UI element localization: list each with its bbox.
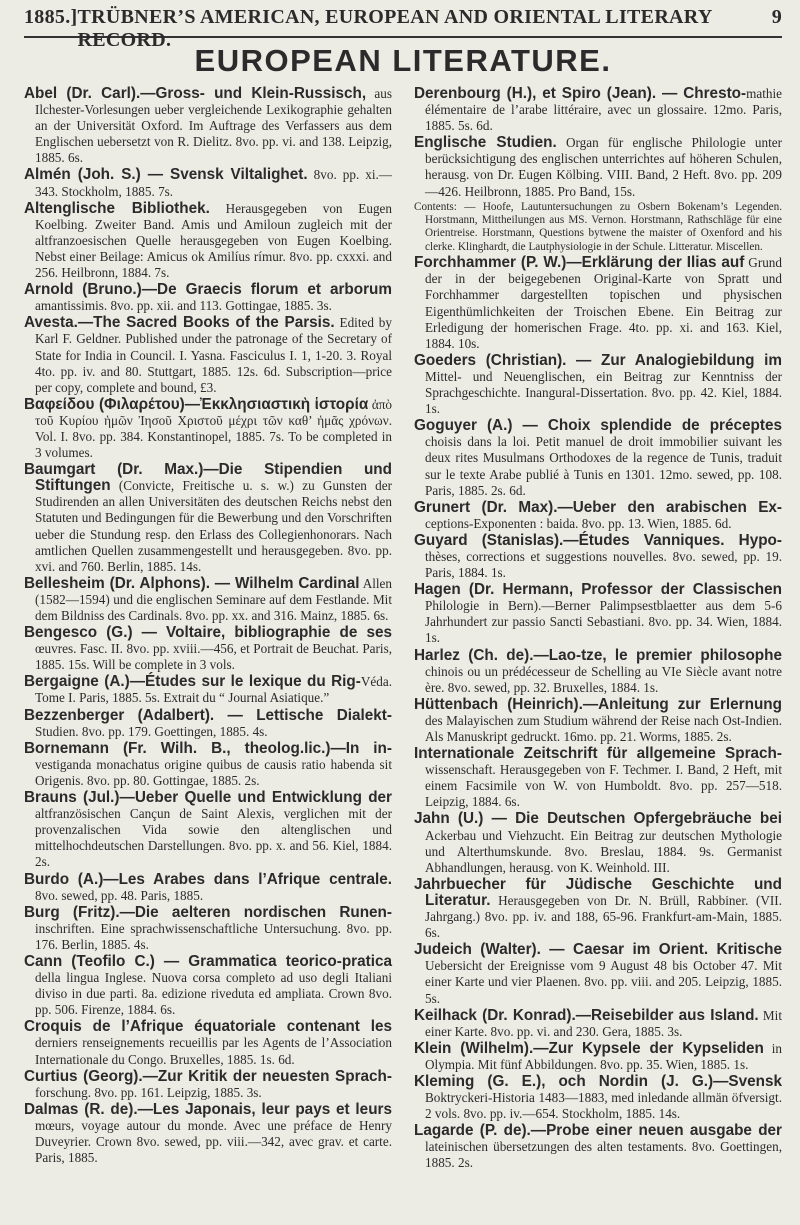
catalogue-entry — [414, 746, 782, 810]
entry-heading: Arnold (Bruno.)—De Graecis florum et arborum — [24, 281, 392, 299]
entry-heading: Forchhammer (P. W.)—Erklärung der Ilias auf — [414, 254, 745, 272]
entry-heading: Bellesheim (Dr. Alphons). — Wilhelm Cardinal — [24, 574, 360, 592]
entry-body: Philologie in Bern).—Berner Palimpsestblaetter aus dem 5-6 Jahrhundert zur passio Sancti Sebastiani. 8vo. pp. 34. Wien, 1884. 1s. — [425, 598, 782, 646]
running-head — [24, 6, 782, 51]
catalogue-entry — [414, 942, 782, 1006]
entry-heading: Hüttenbach (Heinrich).—Anleitung zur Erlernung — [414, 695, 782, 713]
entry-heading: Englische Studien. — [414, 134, 557, 152]
entry-body: in Olympia. Mit fünf Abbildungen. 8vo. pp. 35. Wien, 1885. 1s. — [425, 1040, 782, 1072]
entry-heading: Harlez (Ch. de).—Lao-tze, le premier philosophe — [414, 646, 782, 664]
entry-heading: Guyard (Stanislas).—Études Vanniques. Hypo- — [414, 531, 782, 549]
entry-body: Véda. Tome I. Paris, 1885. 5s. Extrait du “ Journal Asiatique.” — [35, 674, 392, 706]
entry-body: aus Ilchester-Vorlesungen ueber vergleichende Lexikographie gehalten an der Universität Oxford. Im Auftrage des Verfassers aus dem Englischen uebersetzt von R. Dielitz. 8vo. pp. vi. and 138. Leipzig, 1885. 6s. — [35, 86, 392, 166]
entry-body: Edited by Karl F. Geldner. Published under the patronage of the Secretary of State for India in Council. I. Yasna. Fasciculus I. 1, 1-20. 3. Royal 4to. pp. iv. and 80. Stuttgart, 1885. 12s. 6d. Subscription—price per copy, complete and bound, £3. — [35, 315, 392, 395]
entry-heading: Almén (Joh. S.) — Svensk Viltalighet. — [24, 166, 308, 184]
entry-body: forschung. 8vo. pp. 161. Leipzig, 1885. 3s. — [35, 1084, 262, 1100]
entry-heading: Croquis de l’Afrique équatoriale contenant les — [24, 1018, 392, 1036]
catalogue-entry — [414, 86, 782, 134]
catalogue-entry — [24, 708, 392, 740]
entry-body: ἀπὸ τοῦ Κυρίου ἡμῶν Ἰησοῦ Χριστοῦ μέχρι τῶν καθ’ ἡμᾶς χρόνων. Vol. I. 8vo. pp. 384. Konstantinopel, 1885. 7s. To be completed in 3 volumes. — [35, 396, 392, 461]
entry-heading: Goeders (Christian). — Zur Analogiebildung im — [414, 351, 782, 369]
catalogue-entry — [24, 282, 392, 314]
catalogue-entry — [414, 877, 782, 941]
entry-heading: Internationale Zeitschrift für allgemeine Sprach- — [414, 745, 782, 763]
catalogue-entry — [414, 201, 782, 255]
catalogue-entry — [24, 905, 392, 953]
catalogue-entry — [414, 135, 782, 199]
catalogue-entry — [414, 697, 782, 745]
entry-body: amantissimis. 8vo. pp. xii. and 113. Gottingae, 1885. 3s. — [35, 298, 332, 314]
entry-heading: Burdo (A.)—Les Arabes dans l’Afrique centrale. — [24, 870, 392, 888]
catalogue-entry — [24, 462, 392, 575]
catalogue-entry — [414, 582, 782, 646]
catalogue-entry — [24, 167, 392, 199]
catalogue-entry — [414, 353, 782, 417]
entry-heading: Altenglische Bibliothek. — [24, 199, 210, 217]
catalogue-entry — [24, 625, 392, 673]
catalogue-entry — [24, 1102, 392, 1166]
left-column — [24, 86, 392, 1173]
catalogue-entry — [24, 674, 392, 706]
catalogue-entry — [24, 1019, 392, 1067]
catalogue-entry — [24, 201, 392, 281]
entry-heading: Curtius (Georg).—Zur Kritik der neuesten Sprach- — [24, 1067, 392, 1085]
entry-heading: Burg (Fritz).—Die aelteren nordischen Runen- — [24, 903, 392, 921]
entry-body: Herausgegeben von Dr. N. Brüll, Rabbiner. (VII. Jahrgang.) 8vo. pp. iv. and 188, 65-96. Frankfurt-am-Main, 1885. 6s. — [425, 892, 782, 941]
entry-heading: Hagen (Dr. Hermann, Professor der Classischen — [414, 581, 782, 599]
catalogue-entry — [24, 576, 392, 624]
entry-heading: Judeich (Walter). — Caesar im Orient. Kritische — [414, 941, 782, 959]
entry-body: 8vo. pp. xi.—343. Stockholm, 1885. 7s. — [35, 167, 392, 199]
entry-heading: Baumgart (Dr. Max.)—Die Stipendien und Stiftungen — [24, 461, 392, 495]
entry-body: (Convicte, Freitische u. s. w.) zu Gunsten der Studirenden an allen Universitäten des deutschen Reichs nebst den Statuten und Bedingungen für die Bewerbung und den Vorschriften ueber die Stundung resp. den Erlass des Collegienhonorars. Nach amtlichen Quellen zusammengestellt und herausgegeben. 8vo. pp. xvi. and 760. Berlin, 1885. 14s. — [35, 478, 392, 574]
entry-heading: Avesta.—The Sacred Books of the Parsis. — [24, 314, 335, 332]
entry-body: della lingua Inglese. Nuova corsa completo ad uso degli Italiani diviso in due parti. 8a. edizione riveduta ed ampliata. Crown 8vo. pp. 506. Firenze, 1884. 6s. — [35, 970, 392, 1018]
entry-heading: Lagarde (P. de).—Probe einer neuen ausgabe der — [414, 1122, 782, 1140]
entry-heading: Cann (Teofilo C.) — Grammatica teorico-pratica — [24, 952, 392, 970]
catalogue-entry — [414, 500, 782, 532]
entry-body: derniers renseignements recueillis par les Agents de l’Association Internationale du Congo. Bruxelles, 1885. 1s. 6d. — [35, 1035, 392, 1067]
entry-heading: Dalmas (R. de).—Les Japonais, leur pays et leurs — [24, 1100, 392, 1118]
entry-body: vestiganda monachatus origine quibus de causis ratio habenda sit Origenis. 8vo. pp. 80. Gottingae, 1885. 2s. — [35, 756, 392, 788]
catalogue-entry — [414, 811, 782, 875]
section-title: EUROPEAN LITERATURE. — [194, 43, 612, 78]
catalogue-entry — [414, 418, 782, 498]
entry-body: Organ für englische Philologie unter berücksichtigung des englischen unterrichtes auf höheren Schulen, herausg. von Dr. Eugen Kölbing. VIII. Band, 2 Heft. 8vo. pp. 209—426. Heilbronn, 1885. Pro Band, 15s. — [425, 135, 783, 199]
entry-body: Ackerbau und Viehzucht. Ein Beitrag zur deutschen Mythologie und Alterthumskunde. 8vo. Breslau, 1884. 9s. Germanist Abhandlungen, herausg. von K. Weinhold. III. — [425, 827, 782, 875]
catalogue-entry — [24, 741, 392, 789]
catalogue-entry — [414, 1008, 782, 1040]
entry-body: Mit einer Karte. 8vo. pp. vi. and 230. Gera, 1885. 3s. — [425, 1007, 782, 1039]
entry-heading: Bornemann (Fr. Wilh. B., theolog.lic.)—In in- — [24, 739, 392, 757]
entry-heading: Keilhack (Dr. Konrad).—Reisebilder aus Island. — [414, 1006, 759, 1024]
catalogue-entry — [24, 954, 392, 1018]
entry-heading: Jahrbuecher für Jüdische Geschichte und Literatur. — [414, 875, 782, 909]
catalogue-entry — [414, 1041, 782, 1073]
entry-body: mathie élémentaire de l’arabe littéraire, avec un glossaire. 12mo. Paris, 1885. 5s. 6d. — [425, 86, 782, 134]
entry-heading: Kleming (G. E.), och Nordin (J. G.)—Svensk — [414, 1072, 782, 1090]
entry-body: altfranzösischen Cançun de Saint Alexis, verglichen mit der provenzalischen Vida sowie den altenglischen und mittelhochdeutschen Darstellungen. 8vo. pp. x. and 56. Kiel, 1884. 2s. — [35, 806, 392, 870]
columns — [24, 86, 782, 1173]
entry-body: Mittel- und Neuenglischen, ein Beitrag zur Kenntniss der Sprachgeschichte. Inangural-Dissertation. 8vo. pp. 42. Kiel, 1884. 1s. — [425, 368, 782, 417]
entry-heading: Derenbourg (H.), et Spiro (Jean). — Chresto- — [414, 85, 747, 102]
journal-title: TRÜBNER’S AMERICAN, EUROPEAN AND ORIENTAL LITERARY RECORD. — [77, 6, 712, 51]
entry-body: œuvres. Fasc. II. 8vo. pp. xviii.—456, et Portrait de Beuchat. Paris, 1885. 15s. Will be complete in 3 vols. — [35, 641, 392, 673]
entry-body: des Malayischen zum Studium während der Reise nach Ost-Indien. Als Manuskript gedruckt. 16mo. pp. 21. Worms, 1885. 2s. — [425, 712, 782, 744]
entry-body: chinois ou un prédécesseur de Schelling au VIe Siècle avant notre ère. 8vo. sewed, pp. 32. Bruxelles, 1884. 1s. — [425, 663, 782, 695]
entry-body: 8vo. sewed, pp. 48. Paris, 1885. — [35, 887, 204, 903]
catalogue-entry — [24, 397, 392, 461]
entry-heading: Goguyer (A.) — Choix splendide de préceptes — [414, 417, 782, 435]
entry-heading: Abel (Dr. Carl).—Gross- und Klein-Russisch, — [24, 85, 367, 102]
entry-heading: Bengesco (G.) — Voltaire, bibliographie de ses — [24, 624, 392, 642]
entry-body: wissenschaft. Herausgegeben von F. Techmer. I. Band, 2 Heft, mit einem Facsimile von W. von Humboldt. 8vo. pp. 257—518. Leipzig, 1884. 6s. — [425, 762, 782, 810]
catalogue-entry — [24, 790, 392, 870]
entry-body: ceptions-Exponenten : baida. 8vo. pp. 13. Wien, 1885. 6d. — [425, 515, 732, 531]
entry-heading: Jahn (U.) — Die Deutschen Opfergebräuche bei — [414, 810, 782, 828]
entry-body: lateinischen übersetzungen des alten testaments. 8vo. Goettingen, 1885. 2s. — [425, 1139, 782, 1171]
entry-body: Boktryckeri-Historia 1483—1883, med inledande allmän öfversigt. 2 vols. 8vo. pp. iv.—654. Stockholm, 1885. 14s. — [425, 1090, 782, 1122]
entry-heading: Brauns (Jul.)—Ueber Quelle und Entwicklung der — [24, 789, 392, 807]
entry-body: Uebersicht der Ereignisse vom 9 August 48 bis October 47. Mit einer Karte und vier Plaenen. 8vo. pp. viii. and 205. Leipzig, 1885. 5s. — [425, 958, 782, 1006]
entry-body: Studien. 8vo. pp. 179. Goettingen, 1885. 4s. — [35, 723, 268, 739]
entry-heading: Klein (Wilhelm).—Zur Kypsele der Kypseliden — [414, 1039, 764, 1057]
entry-body: Grund der in der beigegebenen Original-Karte von Spratt und Forchhammer dargestellten topischen und physischen Eigenthümlichkeiten der Troischen Ebene. Ein Beitrag zur Erledigung der homerischen Frage. 4to. pp. xi. and 163. Kiel, 1884. 10s. — [425, 255, 782, 351]
catalogue-entry — [24, 86, 392, 166]
entry-body: mœurs, voyage autour du monde. Avec une préface de Henry Duveyrier. Crown 8vo. sewed, pp. viii.—342, avec grav. et carte. Paris, 1885. — [35, 1117, 392, 1166]
entry-body: Allen (1582—1594) und die englischen Seminare auf dem Festlande. Mit dem Bildniss des Cardinals. 8vo. pp. xx. and 316. Mainz, 1885. 6s. — [35, 575, 393, 623]
header-date: 1885.] — [24, 6, 78, 28]
entry-body: thèses, corrections et suggestions nouvelles. 8vo. sewed, pp. 19. Paris, 1884. 1s. — [425, 548, 782, 581]
entry-heading: Βαφείδου (Φιλαρέτου)—Ἐκκλησιαστικὴ ἱστορία — [24, 395, 369, 413]
entry-heading: Grunert (Dr. Max).—Ueber den arabischen Ex- — [414, 498, 782, 516]
catalogue-entry — [24, 1069, 392, 1101]
entry-body: Herausgegeben von Eugen Koelbing. Zweiter Band. Amis und Amiloun zugleich mit der altfranzoesischen Quelle herausgegeben von Eugen Koelbing. Nebst einer Beilage: Amicus ok Amilíus rímur. 8vo. pp. cxxxi. and 256. Heilbronn, 1884. 7s. — [35, 200, 392, 281]
catalogue-entry — [414, 533, 782, 581]
page-number: 9 — [771, 6, 782, 28]
right-column — [414, 86, 782, 1173]
entry-body: choisis dans la loi. Petit manuel de droit immobilier suivant les deux rites Musulmans Orthodoxes de la regence de Tunis, traduit sur le texte Arabe publié à Tunis en 1301. 12mo. sewed, pp. 108. Paris, 1885. 2s. 6d. — [425, 434, 782, 498]
entry-heading: Bergaigne (A.)—Études sur le lexique du Rig- — [24, 673, 361, 691]
catalogue-entry — [414, 255, 782, 352]
catalogue-entry — [24, 315, 392, 395]
catalogue-entry — [414, 1123, 782, 1171]
entry-heading: Bezzenberger (Adalbert). — Lettische Dialekt- — [24, 706, 392, 724]
catalogue-entry — [24, 872, 392, 904]
catalogue-entry — [414, 1074, 782, 1122]
catalogue-entry — [414, 648, 782, 696]
entry-body: Contents: — Hoofe, Lautuntersuchungen zu Osbern Bokenam’s Legenden. Horstmann, Mittheilungen aus MS. Vernon. Horstmann, Rathschläge für eine Orientreise. Horstmann, Questions bytwene the maister of Oxenford and his clerke. Klinghardt, die Lautphysiologie in der Schule. Litteratur. Miscellen. — [414, 200, 782, 253]
entry-body: inschriften. Eine sprachwissenschaftliche Untersuchung. 8vo. pp. 176. Berlin, 1885. 4s. — [35, 920, 392, 952]
